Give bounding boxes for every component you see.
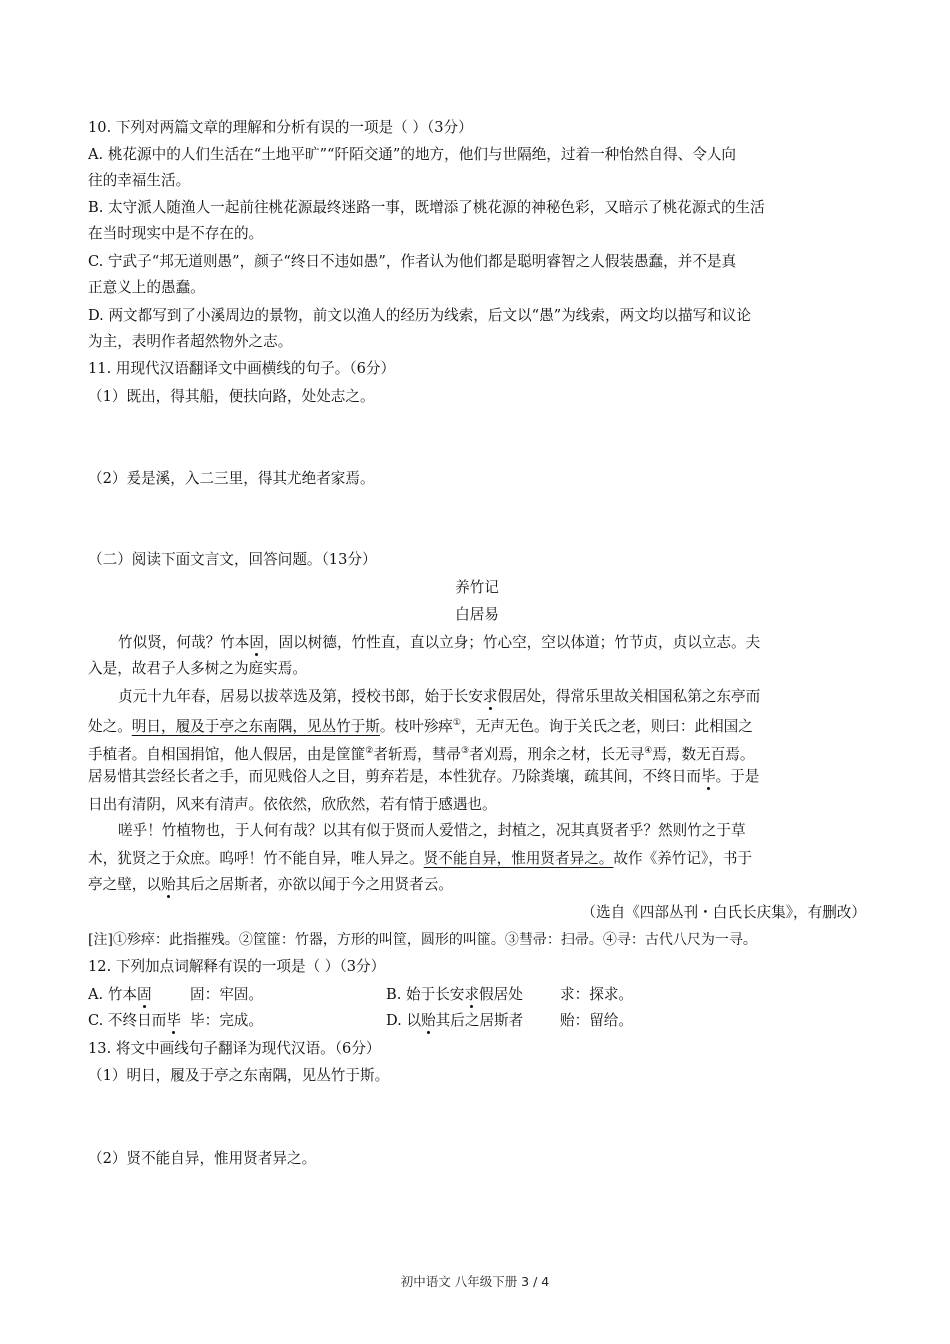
paragraph-2-line-5: 日出有清阴，风来有清声。依依然，欣欣然，若有情于感遇也。 <box>88 796 497 813</box>
q13-sentence-2: （2）贤不能自异，惟用贤者异之。 <box>88 1150 317 1167</box>
q12-option-a-explain: 固：牢固。 <box>190 986 263 1003</box>
paragraph-3-line-2: 木，犹贤之于众庶。呜呼！竹不能自异，唯人异之。贤不能自异，惟用贤者异之。故作《养竹记》，书于 <box>88 850 753 867</box>
paragraph-3-line-3: 亭之壁，以贻其后之居斯者，亦欲以闻于今之用贤者云。 <box>88 876 453 893</box>
note-marker: ① <box>452 718 461 728</box>
page-footer: 初中语文 八年级下册 3 / 4 <box>400 1274 550 1289</box>
dotted-word: 固 <box>249 634 264 651</box>
passage-title: 养竹记 <box>455 579 499 596</box>
source-citation: （选自《四部丛刊・白氏长庆集》，有删改） <box>581 904 866 921</box>
q12-option-a: A. 竹本固 <box>88 986 152 1003</box>
q12-option-c: C. 不终日而毕 <box>88 1012 181 1029</box>
q10-option-a: A. 桃花源中的人们生活在“土地平旷”“阡陌交通”的地方，他们与世隔绝，过着一种怡然自得、令人向 <box>88 146 737 163</box>
q13-stem: 13. 将文中画线句子翻译为现代汉语。（6分） <box>88 1040 381 1057</box>
q10-stem: 10. 下列对两篇文章的理解和分析有误的一项是（ ）（3分） <box>88 119 473 136</box>
q12-stem: 12. 下列加点词解释有误的一项是（ ）（3分） <box>88 958 386 975</box>
q12-option-c-explain: 毕：完成。 <box>190 1012 263 1029</box>
paragraph-1-line-2: 入是，故君子人多树之为庭实焉。 <box>88 660 307 677</box>
q10-option-c-cont: 正意义上的愚蠢。 <box>88 279 205 296</box>
paragraph-2-line-1: 贞元十九年春，居易以拔萃选及第，授校书郎，始于长安求假居处，得常乐里故关相国私第之东亭而 <box>118 688 761 705</box>
paragraph-2-line-2: 处之。明日，履及于亭之东南隅，见丛竹于斯。枝叶殄瘁①，无声无色。询于关氏之老，则曰：此相国之 <box>88 718 753 735</box>
q10-option-d-cont: 为主，表明作者超然物外之志。 <box>88 333 293 350</box>
q10-option-b: B. 太守派人随渔人一起前往桃花源最终迷路一事，既增添了桃花源的神秘色彩，又暗示了桃花源式的生活 <box>88 199 765 216</box>
q12-option-b-explain: 求：探求。 <box>560 986 633 1003</box>
q10-option-d: D. 两文都写到了小溪周边的景物，前文以渔人的经历为线索，后文以“愚”为线索，两文均以描写和议论 <box>88 307 751 324</box>
q10-option-c: C. 宁武子“邦无道则愚”，颜子“终日不违如愚”，作者认为他们都是聪明睿智之人假装愚蠢，并不是真 <box>88 253 737 270</box>
paragraph-1-line-1: 竹似贤，何哉？竹本固，固以树德，竹性直，直以立身；竹心空，空以体道；竹节贞，贞以立志。夫 <box>118 634 761 651</box>
q12-option-b: B. 始于长安求假居处 <box>386 986 523 1003</box>
q10-option-a-cont: 往的幸福生活。 <box>88 172 191 189</box>
q12-options-row-1 <box>88 985 866 1005</box>
q11-sentence-2: （2）爰是溪，入二三里，得其尤绝者家焉。 <box>88 470 375 487</box>
dotted-word: 贻 <box>160 876 176 893</box>
q13-sentence-1: （1）明日，履及于亭之东南隅，见丛竹于斯。 <box>88 1067 390 1084</box>
q11-stem: 11. 用现代汉语翻译文中画横线的句子。（6分） <box>88 360 396 377</box>
underlined-sentence-2: 贤不能自异，惟用贤者异之。 <box>423 850 614 867</box>
note-marker: ③ <box>460 746 470 756</box>
note-marker: ④ <box>644 746 653 756</box>
dotted-word: 毕 <box>700 768 716 785</box>
footnotes: [注]①殄瘁：此指摧残。②筐篚：竹器，方形的叫筐，圆形的叫篚。③彗帚：扫帚。④寻：古代八尺为一寻。 <box>88 932 757 948</box>
paragraph-3-line-1: 嗟乎！竹植物也，于人何有哉？以其有似于贤而人爱惜之，封植之，况其真贤者乎？然则竹之于草 <box>118 822 746 839</box>
q10-option-b-cont: 在当时现实中是不存在的。 <box>88 225 264 242</box>
q12-option-d: D. 以贻其后之居斯者 <box>386 1012 524 1029</box>
q11-sentence-1: （1）既出，得其船，便扶向路，处处志之。 <box>88 388 375 405</box>
underlined-sentence-1: 明日，履及于亭之东南隅，见丛竹于斯 <box>131 718 380 735</box>
q12-options-row-2 <box>88 1011 866 1031</box>
paragraph-2-line-4: 居易惜其尝经长者之手，而见贱俗人之目，剪弃若是，本性犹存。乃除粪壤，疏其间，不终日而毕。于是 <box>88 768 760 785</box>
q12-option-d-explain: 贻：留给。 <box>560 1012 633 1029</box>
passage-author: 白居易 <box>455 606 499 623</box>
paragraph-2-line-3: 手植者。自相国捐馆，他人假居，由是筐篚②者斩焉，彗帚③者刈焉，刑余之材，长无寻④焉，数无百焉。 <box>88 746 755 763</box>
note-marker: ② <box>365 746 374 756</box>
section-heading: （二）阅读下面文言文，回答问题。（13分） <box>88 551 377 568</box>
dotted-word: 求 <box>482 688 498 705</box>
